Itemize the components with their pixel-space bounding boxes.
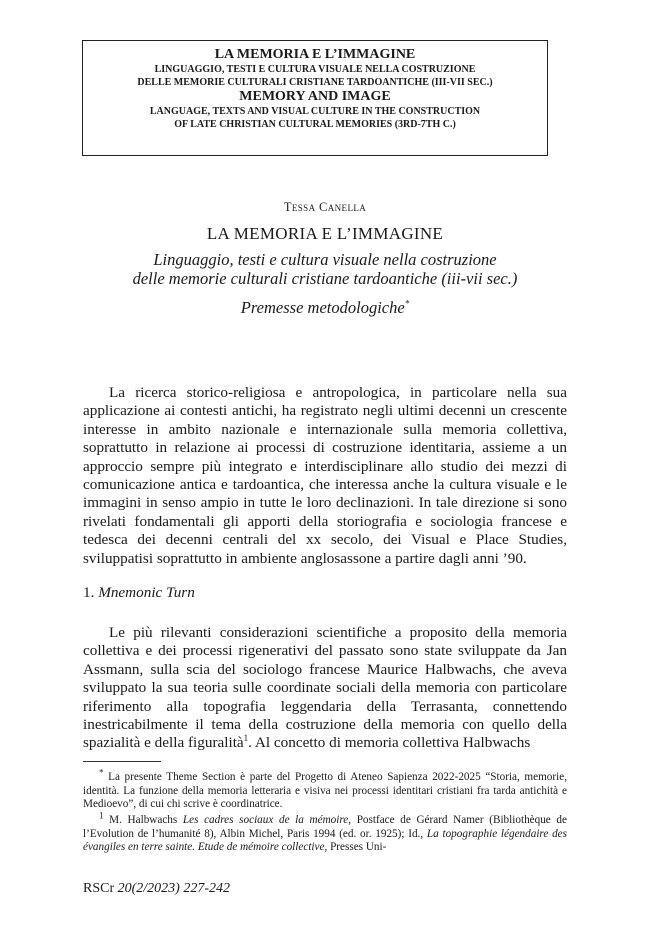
footnote-1-title-2: La topographie légendaire des évangiles en terre sainte. Etude de mémoire collective xyxy=(83,827,568,854)
article-subtitle-line-2: delle memorie culturali cristiane tardoantiche (iii-vii sec.) xyxy=(132,269,518,288)
section-number: 1. xyxy=(83,584,95,601)
article-subtitle xyxy=(0,250,650,288)
premesse-footnote-mark[interactable]: * xyxy=(404,298,410,309)
premesse-text: Premesse metodologiche xyxy=(240,298,405,317)
journal-issue-pages: 20(2/2023) 227-242 xyxy=(117,881,231,896)
theme-title-it: LA MEMORIA E L’IMMAGINE xyxy=(214,47,416,62)
journal-reference xyxy=(83,881,230,897)
theme-section-box xyxy=(82,40,548,156)
body-paragraph-1: La ricerca storico-religiosa e antropologica, in particolare nella sua applicazione ai contesti antichi, ha registrato negli ultimi decenni un crescente interesse in ambito nazionale e internazionale sulla memoria collettiva, soprattutto in relazione ai processi di costruzione identitaria, assieme a un approccio sempre più integrato e interdisciplinare allo studio dei mezzi di comunicazione antica e tardoantica, che interessa anche la cultura visuale e le immagini in senso ampio in tutte le loro declinazioni. In tale direzione si sono rivelati fondamentali gli apporti della storiografia e sociologia francese e tedesca dei decenni centrali del xx secolo, dei Visual e Place Studies, sviluppatisi soprattutto in ambiente anglosassone a partire dagli anni ’90. xyxy=(83,384,567,567)
footnote-star-text: La presente Theme Section è parte del Progetto di Ateneo Sapienza 2022-2025 “Storia, memorie, identità. La funzione della memoria letteraria e visiva nei processi identitari cristiani fra tarda antichità e Medioevo”, di cui chi scrive è coordinatrice. xyxy=(83,771,567,811)
footnote-1-title-1: Les cadres sociaux de la mémoire xyxy=(182,814,349,826)
journal-abbr: RSCr xyxy=(83,881,115,896)
theme-subtitle-it-1: LINGUAGGIO, TESTI E CULTURA VISUALE NELLA COSTRUZIONE xyxy=(154,64,476,75)
article-premesse xyxy=(0,298,650,318)
body-paragraph-2-continuation: . Al concetto di memoria collettiva Halbwachs xyxy=(248,734,531,752)
footnote-1-text-a: M. Halbwachs xyxy=(103,814,183,826)
footnote-star-mark: * xyxy=(99,767,104,778)
footnote-1-text-c: , Presses Uni- xyxy=(324,841,387,854)
author-name: Tessa Canella xyxy=(283,200,367,214)
footnote-ref-1[interactable]: 1 xyxy=(243,733,249,744)
footnote-1-mark: 1 xyxy=(99,810,104,821)
theme-title-en: MEMORY AND IMAGE xyxy=(239,89,391,104)
article-title: LA MEMORIA E L’IMMAGINE xyxy=(206,224,444,243)
body-paragraph-2 xyxy=(83,624,567,753)
theme-subtitle-it-2: DELLE MEMORIE CULTURALI CRISTIANE TARDOANTICHE (III-VII SEC.) xyxy=(137,77,493,88)
article-subtitle-line-1: Linguaggio, testi e cultura visuale nella costruzione xyxy=(153,250,497,269)
theme-subtitle-en-1: LANGUAGE, TEXTS AND VISUAL CULTURE IN THE CONSTRUCTION xyxy=(149,106,481,117)
theme-subtitle-en-2: OF LATE CHRISTIAN CULTURAL MEMORIES (3RD-7TH C.) xyxy=(174,119,456,130)
footnote-1-text-b: , Postface de Gérard Namer (Bibliothèque de l’Evolution de l’humanité 8), Albin Michel, Paris 1994 (ed. or. 1925); Id., xyxy=(83,814,567,840)
footnote-divider xyxy=(83,761,161,762)
section-title: Mnemonic Turn xyxy=(98,584,195,601)
body-paragraph-2-text: Le più rilevanti considerazioni scientifiche a proposito della memoria collettiva e dei processi rigenerativi del passato sono state sviluppate da Jan Assmann, sulla scia del sociologo francese Maurice Halbwachs, che aveva sviluppato la sua teoria sulle coordinate sociali della memoria con particolare riferimento alla topografia leggendaria della Terrasanta, connettendo inestricabilmente il tema della costruzione della memoria con quello della spazialità e della figuralità xyxy=(83,624,567,752)
section-heading xyxy=(83,584,195,602)
footnote-1 xyxy=(83,810,568,855)
footnote-star xyxy=(83,767,567,812)
